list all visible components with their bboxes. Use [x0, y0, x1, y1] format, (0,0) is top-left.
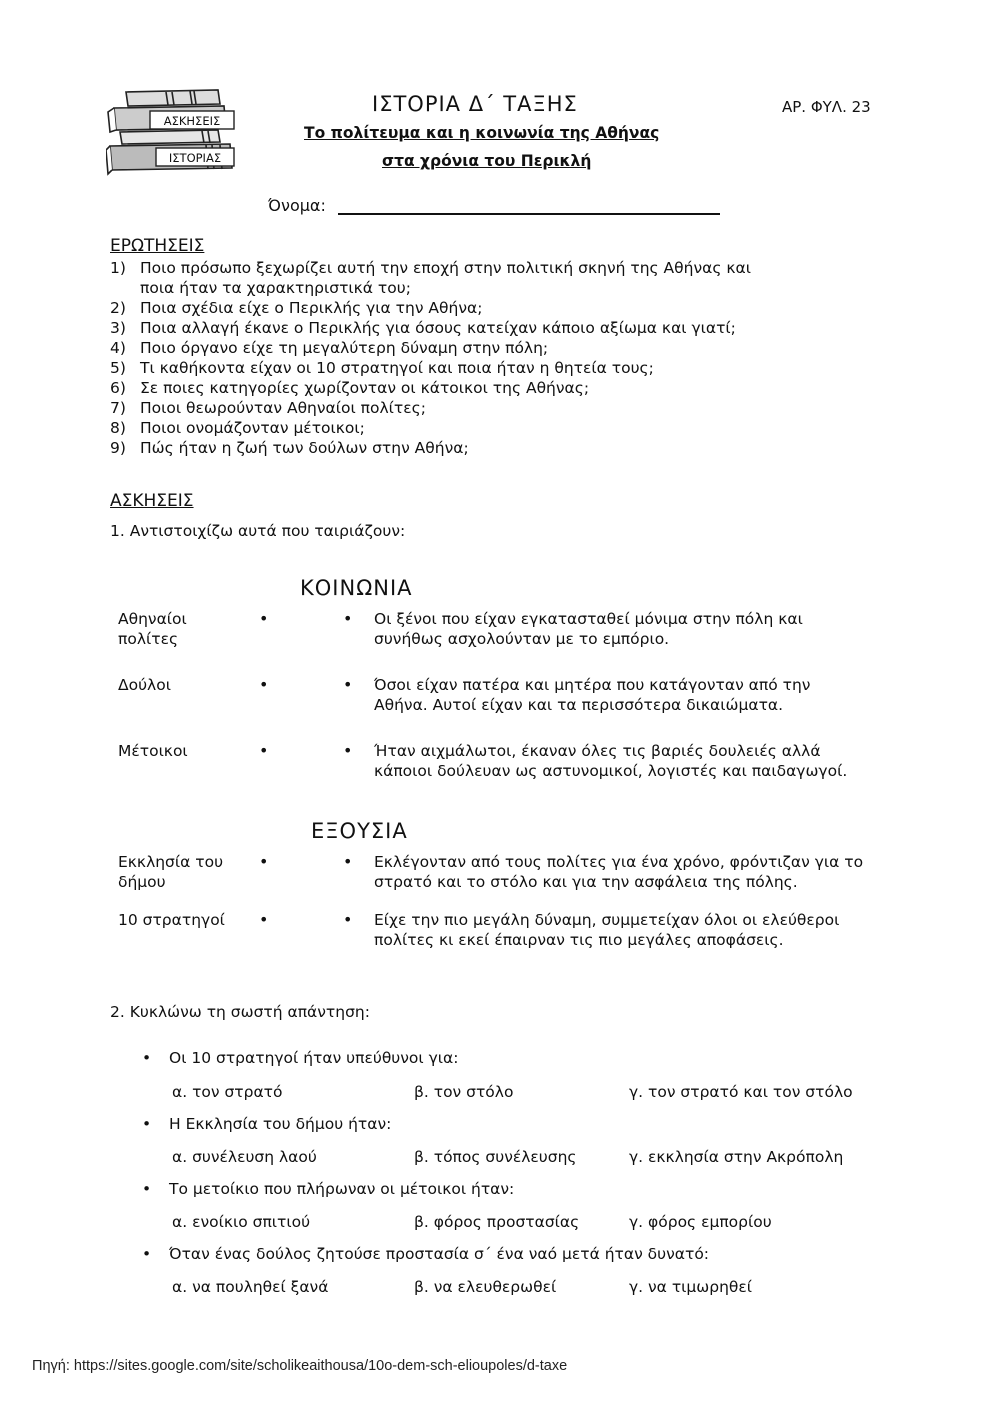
question-number: 3) [110, 319, 126, 337]
mc-option-a[interactable]: α. να πουληθεί ξανά [172, 1278, 329, 1296]
subtitle-line-1: Το πολίτευμα και η κοινωνία της Αθήνας [304, 124, 660, 142]
match-right-text: Εκλέγονταν από τους πολίτες για ένα χρόνο, φρόντιζαν για το στρατό και το στόλο και για την ασφάλεια της πόλης. [374, 853, 864, 891]
question-number: 7) [110, 399, 126, 417]
question-text: Ποια αλλαγή έκανε ο Περικλής για όσους κατείχαν κάποιο αξίωμα και γιατί; [140, 319, 736, 337]
match-right-text: Ήταν αιχμάλωτοι, έκαναν όλες τις βαριές δουλειές αλλά κάποιοι δούλευαν ως αστυνομικοί, λογιστές και παιδαγωγοί. [374, 742, 848, 780]
match-right-bullet[interactable]: • [343, 852, 353, 871]
questions-heading: ΕΡΩΤΗΣΕΙΣ [110, 236, 205, 256]
logo-bottom-label: ΙΣΤΟΡΙΑΣ [168, 151, 222, 165]
question-text: Ποιοι θεωρούνταν Αθηναίοι πολίτες; [140, 399, 426, 417]
question-item [110, 318, 910, 338]
question-item [110, 398, 910, 418]
match-left-term: Δούλοι [118, 676, 171, 694]
exercises-heading: ΑΣΚΗΣΕΙΣ [110, 491, 194, 511]
mc-option-a[interactable]: α. τον στρατό [172, 1083, 283, 1101]
subtitle-line-2: στα χρόνια του Περικλή [382, 152, 592, 170]
mc-option-b[interactable]: β. τον στόλο [414, 1083, 514, 1101]
question-text: Ποια σχέδια είχε ο Περικλής για την Αθήνα; [140, 299, 483, 317]
source-footer: Πηγή: https://sites.google.com/site/scholikeaithousa/10o-dem-sch-elioupoles/d-taxe [32, 1358, 568, 1374]
mc-question: • Το μετοίκιο που πλήρωναν οι μέτοικοι ήταν: [142, 1180, 515, 1198]
mc-question: • Όταν ένας δούλος ζητούσε προστασία σ΄ ένα ναό μετά ήταν δυνατό: [142, 1245, 710, 1263]
question-item [110, 258, 910, 278]
mc-option-c[interactable]: γ. να τιμωρηθεί [629, 1278, 753, 1296]
name-label: Όνομα: [268, 196, 326, 215]
match-right-bullet[interactable]: • [343, 741, 353, 760]
mc-option-c[interactable]: γ. εκκλησία στην Ακρόπολη [629, 1148, 844, 1166]
mc-question: • Η Εκκλησία του δήμου ήταν: [142, 1115, 392, 1133]
question-number: 4) [110, 339, 126, 357]
match-right-bullet[interactable]: • [343, 910, 353, 929]
question-number: 1) [110, 259, 126, 277]
question-item [110, 418, 910, 438]
match-left-term: Εκκλησία του δήμου [118, 853, 224, 891]
question-number: 2) [110, 299, 126, 317]
mc-option-b[interactable]: β. τόπος συνέλευσης [414, 1148, 577, 1166]
match-left-bullet[interactable]: • [259, 852, 269, 871]
exercise-2-title: 2. Κυκλώνω τη σωστή απάντηση: [110, 1003, 370, 1021]
question-number: 9) [110, 439, 126, 457]
section-title-exousia: ΕΞΟΥΣΙΑ [311, 819, 408, 843]
question-item-continued [110, 278, 910, 298]
mc-option-b[interactable]: β. να ελευθερωθεί [414, 1278, 557, 1296]
question-number: 5) [110, 359, 126, 377]
question-text: Ποιο όργανο είχε τη μεγαλύτερη δύναμη στην πόλη; [140, 339, 549, 357]
question-text-continued: ποια ήταν τα χαρακτηριστικά του; [140, 279, 411, 297]
match-left-term: Αθηναίοι πολίτες [118, 610, 187, 648]
mc-option-c[interactable]: γ. φόρος εμπορίου [629, 1213, 772, 1231]
name-field [268, 195, 720, 215]
question-item [110, 338, 910, 358]
question-number: 6) [110, 379, 126, 397]
mc-option-b[interactable]: β. φόρος προστασίας [414, 1213, 580, 1231]
page-title: ΙΣΤΟΡΙΑ Δ΄ ΤΑΞΗΣ [372, 92, 578, 116]
question-text: Σε ποιες κατηγορίες χωρίζονταν οι κάτοικοι της Αθήνας; [140, 379, 590, 397]
books-stack-icon [106, 88, 236, 184]
question-item [110, 358, 910, 378]
question-text: Τι καθήκοντα είχαν οι 10 στρατηγοί και ποια ήταν η θητεία τους; [140, 359, 654, 377]
questions-list [110, 258, 910, 458]
question-text: Πώς ήταν η ζωή των δούλων στην Αθήνα; [140, 439, 469, 457]
match-left-bullet[interactable]: • [259, 741, 269, 760]
match-left-term: 10 στρατηγοί [118, 911, 225, 929]
name-blank-line[interactable] [338, 195, 720, 215]
match-right-text: Είχε την πιο μεγάλη δύναμη, συμμετείχαν όλοι οι ελεύθεροι πολίτες κι εκεί έπαιρναν τις πιο μεγάλες αποφάσεις. [374, 911, 840, 949]
match-left-bullet[interactable]: • [259, 910, 269, 929]
match-left-bullet[interactable]: • [259, 609, 269, 628]
match-right-bullet[interactable]: • [343, 675, 353, 694]
question-text: Ποιο πρόσωπο ξεχωρίζει αυτή την εποχή στην πολιτική σκηνή της Αθήνας και [140, 259, 751, 277]
question-item [110, 298, 910, 318]
question-item [110, 438, 910, 458]
match-right-bullet[interactable]: • [343, 609, 353, 628]
mc-question: • Οι 10 στρατηγοί ήταν υπεύθυνοι για: [142, 1049, 459, 1067]
match-left-bullet[interactable]: • [259, 675, 269, 694]
question-item [110, 378, 910, 398]
section-title-koinonia: ΚΟΙΝΩΝΙΑ [300, 576, 413, 600]
match-right-text: Όσοι είχαν πατέρα και μητέρα που κατάγονταν από την Αθήνα. Αυτοί είχαν και τα περισσότερα δικαιώματα. [374, 676, 811, 714]
mc-option-a[interactable]: α. συνέλευση λαού [172, 1148, 317, 1166]
logo-top-label: ΑΣΚΗΣΕΙΣ [163, 114, 221, 128]
exercise-1-title: 1. Αντιστοιχίζω αυτά που ταιριάζουν: [110, 522, 406, 540]
sheet-number: ΑΡ. ΦΥΛ. 23 [782, 98, 871, 116]
match-left-term: Μέτοικοι [118, 742, 188, 760]
match-right-text: Οι ξένοι που είχαν εγκατασταθεί μόνιμα στην πόλη και συνήθως ασχολούνταν με το εμπόριο. [374, 610, 803, 648]
question-number: 8) [110, 419, 126, 437]
mc-option-a[interactable]: α. ενοίκιο σπιτιού [172, 1213, 311, 1231]
question-text: Ποιοι ονομάζονταν μέτοικοι; [140, 419, 365, 437]
mc-option-c[interactable]: γ. τον στρατό και τον στόλο [629, 1083, 853, 1101]
